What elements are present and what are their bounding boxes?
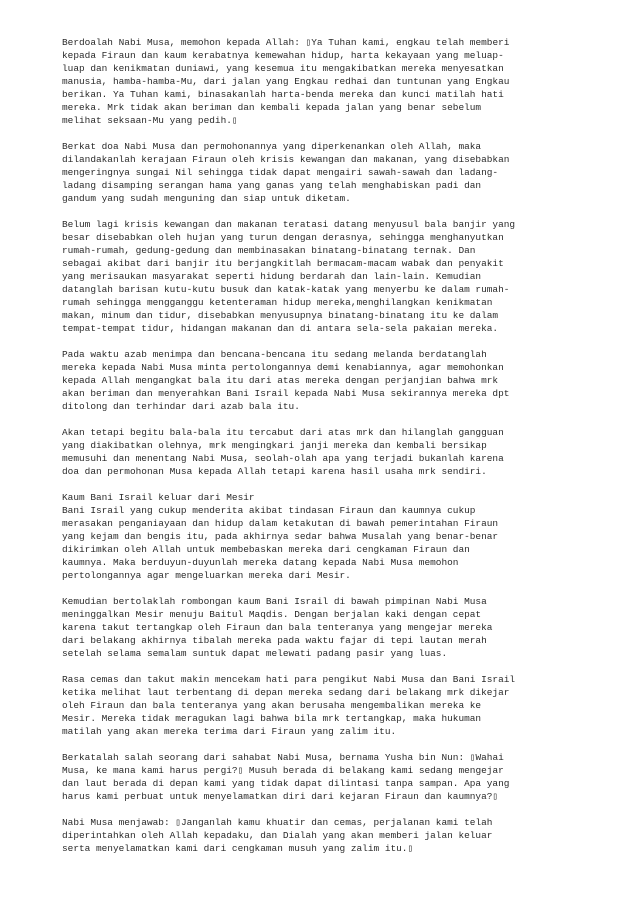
- text-line: Nabi Musa menjawab: ▯Janganlah kamu khuatir dan cemas, perjalanan kami telah: [62, 817, 493, 828]
- text-line: karena takut tertangkap oleh Firaun dan bala tenteranya yang mengejar mereka: [62, 622, 493, 633]
- text-line: melihat seksaan-Mu yang pedih.▯: [62, 115, 238, 126]
- paragraph: [62, 426, 578, 478]
- text-line: rumah-rumah, gedung-gedung dan membinasakan binatang-binatang ternak. Dan: [62, 245, 476, 256]
- text-line: besar disebabkan oleh hujan yang turun dengan derasnya, sehingga menghanyutkan: [62, 232, 504, 243]
- text-line: dilandakanlah kerajaan Firaun oleh krisis kewangan dan makanan, yang disebabkan: [62, 154, 510, 165]
- text-line: luap dan kenikmatan duniawi, yang kesemua itu mengakibatkan mereka menyesatkan: [62, 63, 504, 74]
- text-line: kepada Allah mengangkat bala itu dari atas mereka dengan perjanjian bahwa mrk: [62, 375, 499, 386]
- text-line: merasakan penganiayaan dan hidup dalam ketakutan di bawah pemerintahan Firaun: [62, 518, 499, 529]
- section-heading: Kaum Bani Israil keluar dari Mesir: [62, 492, 255, 503]
- text-line: manusia, hamba-hamba-Mu, dari jalan yang Engkau redhai dan tuntunan yang Engkau: [62, 76, 510, 87]
- paragraph: [62, 218, 578, 335]
- text-line: Berkat doa Nabi Musa dan permohonannya yang diperkenankan oleh Allah, maka: [62, 141, 482, 152]
- text-line: kepada Firaun dan kaum kerabatnya kemewahan hidup, harta kekayaan yang meluap-: [62, 50, 504, 61]
- document-page: [62, 36, 578, 868]
- text-line: rumah sehingga mengganggu ketenteraman hidup mereka,menghilangkan kenikmatan: [62, 297, 493, 308]
- text-line: dari belakang akhirnya tibalah mereka pada waktu fajar di tepi lautan merah: [62, 635, 487, 646]
- paragraph: [62, 673, 578, 738]
- paragraph: [62, 816, 578, 855]
- text-line: memusuhi dan menentang Nabi Musa, seolah-olah apa yang terjadi bukanlah karena: [62, 453, 504, 464]
- text-line: Belum lagi krisis kewangan dan makanan teratasi datang menyusul bala banjir yang: [62, 219, 516, 230]
- text-line: mereka. Mrk tidak akan beriman dan kembali kepada jalan yang benar sebelum: [62, 102, 482, 113]
- text-line: setelah selama semalam suntuk dapat melewati padang pasir yang luas.: [62, 648, 448, 659]
- text-line: Rasa cemas dan takut makin mencekam hati para pengikut Nabi Musa dan Bani Israil: [62, 674, 516, 685]
- text-line: Mesir. Mereka tidak meragukan lagi bahwa bila mrk tertangkap, maka hukuman: [62, 713, 482, 724]
- text-line: dan laut berada di depan kami yang tidak dapat dilintasi tanpa sampan. Apa yang: [62, 778, 510, 789]
- text-line: ladang disamping serangan hama yang ganas yang telah menghabiskan padi dan: [62, 180, 482, 191]
- text-line: harus kami perbuat untuk menyelamatkan diri dari kejaran Firaun dan kaumnya?▯: [62, 791, 499, 802]
- text-line: mereka kepada Nabi Musa minta pertolongannya demi kenabiannya, agar memohonkan: [62, 362, 504, 373]
- text-line: ketika melihat laut terbentang di depan mereka sedang dari belakang mrk dikejar: [62, 687, 510, 698]
- paragraph: [62, 348, 578, 413]
- text-line: Kemudian bertolaklah rombongan kaum Bani Israil di bawah pimpinan Nabi Musa: [62, 596, 487, 607]
- text-line: pertolongannya agar mengeluarkan mereka dari Mesir.: [62, 570, 351, 581]
- text-line: matilah yang akan mereka terima dari Firaun yang zalim itu.: [62, 726, 397, 737]
- text-line: kaumnya. Maka berduyun-duyunlah mereka datang kepada Nabi Musa memohon: [62, 557, 459, 568]
- text-line: Bani Israil yang cukup menderita akibat tindasan Firaun dan kaumnya cukup: [62, 505, 476, 516]
- text-line: datanglah barisan kutu-kutu busuk dan katak-katak yang menyerbu ke dalam rumah-: [62, 284, 510, 295]
- paragraph: [62, 595, 578, 660]
- paragraph: [62, 751, 578, 803]
- text-line: yang diakibatkan olehnya, mrk mengingkari janji mereka dan kembali bersikap: [62, 440, 487, 451]
- text-line: sebagai akibat dari banjir itu berjangkitlah bermacam-macam wabak dan penyakit: [62, 258, 504, 269]
- paragraph: [62, 140, 578, 205]
- text-line: diperintahkan oleh Allah kepadaku, dan Dialah yang akan memberi jalan keluar: [62, 830, 493, 841]
- text-line: tempat-tempat tidur, hidangan makanan dan di antara sela-sela pakaian mereka.: [62, 323, 499, 334]
- paragraph: [62, 36, 578, 127]
- text-line: yang kejam dan bengis itu, pada akhirnya sedar bahwa Musalah yang benar-benar: [62, 531, 499, 542]
- text-line: Berkatalah salah seorang dari sahabat Nabi Musa, bernama Yusha bin Nun: ▯Wahai: [62, 752, 504, 763]
- text-line: gandum yang sudah menguning dan siap untuk diketam.: [62, 193, 351, 204]
- text-line: ditolong dan terhindar dari azab bala itu.: [62, 401, 300, 412]
- text-line: Musa, ke mana kami harus pergi?▯ Musuh berada di belakang kami sedang mengejar: [62, 765, 504, 776]
- text-line: yang merisaukan masyarakat seperti hidung berdarah dan lain-lain. Kemudian: [62, 271, 482, 282]
- text-line: meninggalkan Mesir menuju Baitul Maqdis. Dengan berjalan kaki dengan cepat: [62, 609, 482, 620]
- text-line: akan beriman dan menyerahkan Bani Israil kepada Nabi Musa sekirannya mereka dpt: [62, 388, 510, 399]
- text-line: Akan tetapi begitu bala-bala itu tercabut dari atas mrk dan hilanglah gangguan: [62, 427, 504, 438]
- text-line: berikan. Ya Tuhan kami, binasakanlah harta-benda mereka dan kunci matilah hati: [62, 89, 504, 100]
- text-line: Pada waktu azab menimpa dan bencana-bencana itu sedang melanda berdatanglah: [62, 349, 487, 360]
- text-line: dikirimkan oleh Allah untuk membebaskan mereka dari cengkaman Firaun dan: [62, 544, 470, 555]
- paragraph: [62, 491, 578, 582]
- text-line: mengeringnya sungai Nil sehingga tidak dapat mengairi sawah-sawah dan ladang-: [62, 167, 499, 178]
- text-line: Berdoalah Nabi Musa, memohon kepada Allah: ▯Ya Tuhan kami, engkau telah memberi: [62, 37, 510, 48]
- text-line: doa dan permohonan Musa kepada Allah tetapi karena hasil usaha mrk sendiri.: [62, 466, 487, 477]
- text-line: oleh Firaun dan bala tenteranya yang akan berusaha mengembalikan mereka ke: [62, 700, 482, 711]
- text-line: serta menyelamatkan kami dari cengkaman musuh yang zalim itu.▯: [62, 843, 414, 854]
- text-line: makan, minum dan tidur, disebabkan menyusupnya binatang-binatang itu ke dalam: [62, 310, 499, 321]
